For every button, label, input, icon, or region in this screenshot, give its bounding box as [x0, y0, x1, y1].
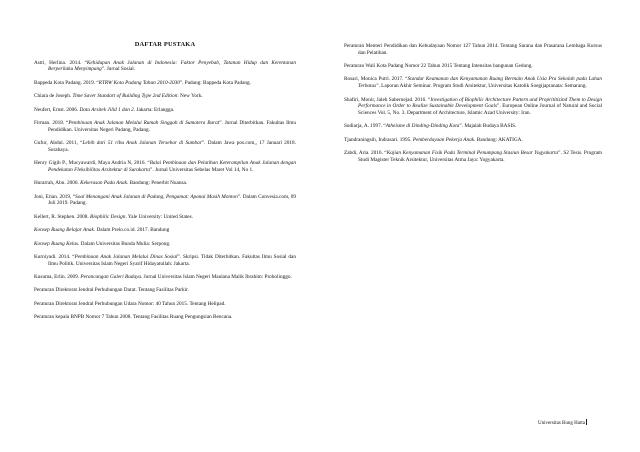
reference-entry	[34, 60, 296, 73]
reference-details: ”. Dalam Convesia.com, 09 Juli 2019. Padang.	[48, 193, 296, 207]
reference-title: Kajian Kenyamanan Fisik Pada Terminal Penumpang Stasiun Besar Yogyakarta	[386, 150, 559, 157]
page-footer	[538, 419, 587, 427]
reference-entry	[344, 76, 602, 89]
reference-text: Zabdi, Aria. 2016. “	[344, 150, 387, 157]
reference-entry	[34, 120, 296, 133]
reference-text: Bappeda Kota Padang. 2019. “	[34, 79, 99, 86]
reference-details: . Dalam Prelo.co.id. 2017. Bandung	[93, 227, 170, 234]
reference-details: . Dalam Universitas Bunda Mulia: Serpong.	[78, 240, 171, 247]
reference-details: ”. European Online Journal of Natural and Social Sciences Vol. 5, No. 3. Department of Architecture, Islamic Azad University: Iran.	[358, 103, 603, 116]
reference-text: Peraturan Direktorat Jendral Perhubungan Darat. Tentang Fasilitas Parkir.	[34, 287, 189, 294]
page-title: DAFTAR PUSTAKA	[134, 41, 196, 48]
reference-title: Biophilic Design	[90, 213, 126, 220]
footer-divider	[586, 419, 587, 425]
reference-text: Kellert, R. Stephen. 2008.	[34, 213, 90, 220]
reference-title: Konsep Ruang Kelas	[34, 240, 79, 247]
reference-details: ”. Skripsi. Tidak Diterbitkan. Fakultas Ilmu Sosial dan Ilmu Politik. Universitas Islam Negeri Syarif Hidayatullah: Jakarta.	[48, 253, 296, 267]
reference-details: ”. Jurnal Diterbitkan. Fakultas Ilmu Pendidikan. Universitas Negeri Padang, Padang.	[48, 119, 296, 133]
reference-details: . Yale University: United States.	[125, 213, 193, 220]
reference-details: ”. Dalam Jawa pos.com,, 17 Januari 2018. Surabaya.	[48, 140, 296, 153]
reference-text: Neufert, Ernst. 2006.	[34, 106, 80, 113]
reference-title: Perancangan Galeri Budaya	[80, 274, 142, 280]
reference-entry	[34, 194, 296, 207]
reference-entry	[34, 254, 296, 267]
reference-text: Peraturan Menteri Pendidikan dan Kebudayaan Nomor 127 Tahun 2014. Tentang Sarana dan Prasarana Lembaga Kursus dan Pelatihan.	[344, 43, 602, 56]
reference-details: ”. S2 Tesis. Program Studi Magister Teknik Arsitektur, Universitas Atma Jaya: Yogyakarta.	[358, 150, 602, 163]
reference-title: RTRW Kota Padang Tahun 2010-2030	[98, 79, 180, 86]
reference-text: Gufur, Abdul. 2011, “	[34, 140, 83, 147]
reference-text: Rosari, Monica Putri. 2017. “	[344, 76, 408, 83]
reference-title: Kehidupan Anak Jalanan di Indonesia: Faktor Penyebab, Tatanan Hidup dan Kerentanan Berperilaku Menyimpang	[48, 59, 296, 73]
reference-details: . Bandung: AKATIGA.	[474, 136, 523, 143]
reference-details: . Bandung: Penerbit Nuansa.	[126, 180, 188, 187]
reference-details: : New York.	[177, 93, 203, 100]
reference-title: Time Saver Standart of Building Type 2nd Edition	[72, 93, 178, 100]
reference-title: Soal Menangani Anak Jalanan di Padang, Pengamat: Apanai Masih Monton	[75, 193, 238, 200]
reference-entry	[34, 214, 296, 221]
reference-details: ”. Majalah Budaya BASIS.	[459, 123, 517, 130]
reference-details: . Jurnal Universitas Islam Negeri Maulana Malik Ibrahim: Probolinggo.	[141, 274, 292, 280]
left-column	[34, 42, 296, 328]
reference-entry	[34, 227, 296, 234]
reference-text: Sudiarja, A. 1997. “	[344, 123, 386, 130]
reference-title: Balai Pembinaan dan Pelatihan Keterampilan Anak Jalanan dengan Pendekatan Fleksibilitas Arsitektur di Surakarta	[48, 160, 296, 173]
footer-text: Universitas Bung Hatta	[538, 421, 585, 426]
reference-entry	[34, 140, 296, 153]
reference-details: ”. Jurnal Universitas Sebelas Maret Vol 14, No 1.	[149, 166, 254, 173]
reference-entry	[34, 274, 296, 281]
reference-list-right	[344, 43, 602, 164]
reference-text: Firman. 2018. “	[34, 119, 69, 126]
reference-title: Standar Keamanan dan Kenyamanan Ruang Bermain Anak Usia Pra Sekolah pada Lahan Terbatas	[358, 76, 602, 90]
reference-title: Investigation of Biophilic Architecture Pattern and Proprititizind Them to Design Performance in Order to Realize Sustainable Development Goals	[358, 96, 602, 110]
reference-text: Astri, Herlina. 2014. “	[34, 59, 87, 66]
reference-text: Shafiri, Monir, Jaleh Sabernejad. 2016. “	[344, 96, 431, 103]
reference-entry	[34, 287, 296, 294]
reference-list-left	[34, 60, 296, 321]
reference-text: Kusuma, Erlin. 2009.	[34, 274, 81, 280]
reference-text: Tjandraningsih, Indrasari. 1995.	[344, 136, 413, 143]
reference-entry	[344, 150, 602, 163]
reference-entry	[344, 63, 602, 70]
reference-entry	[34, 80, 296, 87]
reference-entry	[34, 301, 296, 308]
right-column	[344, 43, 602, 170]
reference-text: Hurarrah, Abu. 2006.	[34, 180, 81, 187]
reference-text: Joni, Erian. 2019, “	[34, 193, 76, 200]
reference-details: . Jakarta: Erlangga.	[133, 106, 175, 113]
reference-text: Henry Gigih P., Mucyawardi, Maya Andria N, 2016. “	[34, 160, 150, 167]
reference-text: Peraturan Wali Kota Padang Nomor 22 Tahun 2015 Tentang Intensitas bangunan Gedung.	[344, 63, 533, 70]
reference-title: Lebih dari 51 ribu Anak Jalanan Tersebar di Sumbar	[82, 140, 202, 147]
reference-entry	[34, 314, 296, 321]
reference-title: Data Arsitek Jilid 1 dan 2	[79, 106, 134, 113]
reference-text: Kurniyadi. 2014. “	[34, 253, 75, 260]
reference-title: Kekerasan Pada Anak	[80, 180, 127, 187]
reference-text: Peraturan Direktorat Jendral Perhubungan Udara Nomor: 40 Tahun 2015. Tentang Helipad.	[34, 300, 226, 307]
reference-title: Atheisme di Dinding-Dinding Kota	[385, 123, 460, 130]
reference-entry	[34, 160, 296, 173]
reference-entry	[344, 97, 602, 117]
reference-details: ”. Jurnal Sosial.	[101, 66, 136, 73]
reference-entry	[344, 43, 602, 56]
reference-entry	[344, 123, 602, 130]
reference-entry	[34, 180, 296, 187]
reference-title: Pemberdayaan Pekerja Anak	[412, 136, 475, 143]
reference-entry	[34, 107, 296, 114]
reference-entry	[34, 93, 296, 100]
reference-text: Chiara de Joseph.	[34, 93, 73, 100]
reference-title: Konsep Ruang Belajar Anak	[34, 227, 94, 234]
reference-entry	[344, 137, 602, 144]
reference-title: Pembinaan Anak Jalanan Melalui Dinas Sosial	[74, 253, 178, 260]
reference-details: ”. Laporan Akhir Seminar. Program Studi Arsitektur, Universitas Katolik Soegijapranata: Semarang.	[376, 83, 587, 90]
reference-entry	[34, 241, 296, 248]
reference-text: Peraturan kepala BNPB Nomor 7 Tahun 2008. Tentang Fasilitas Ruang Pengungsian Bencana.	[34, 314, 233, 321]
reference-title: Pembinaan Anak Jalanan Melalui Rumah Singgah di Sumatera Barat	[68, 119, 220, 126]
reference-details: ”. Padang: Bappeda Kota Padang.	[179, 79, 251, 86]
